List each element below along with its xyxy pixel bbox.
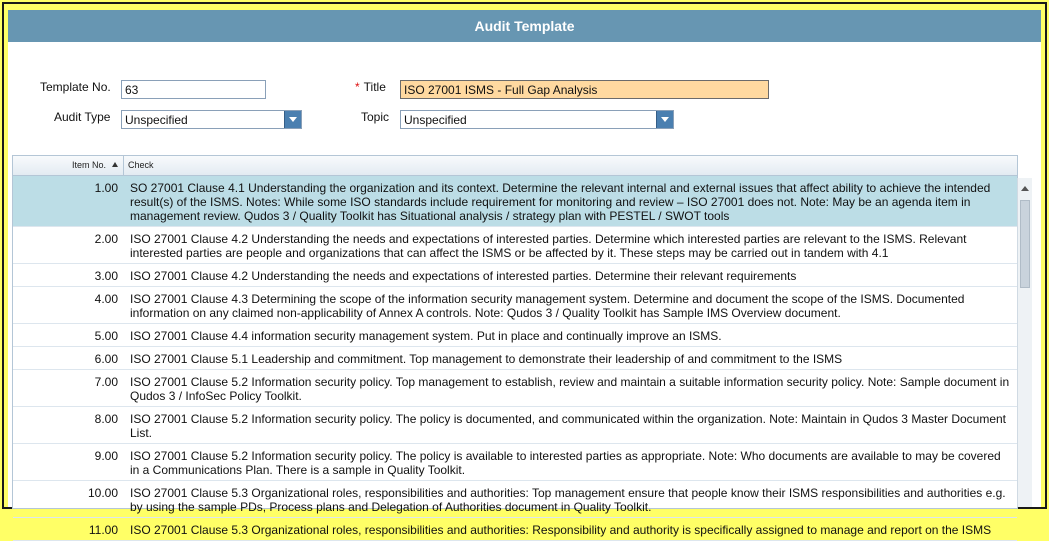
item-no-cell: 5.00 [94,329,118,343]
title-input[interactable]: ISO 27001 ISMS - Full Gap Analysis [400,80,769,99]
table-row[interactable] [13,518,1017,541]
check-cell: ISO 27001 Clause 5.2 Information security policy. The policy is available to interested parties as appropriate. Note: Who documents are available to may be covered in a Communications Plan. There is a sample in Quality Toolkit. [130,449,1001,477]
column-header-item-no[interactable] [13,156,124,175]
grid-rows [13,176,1017,541]
item-no-cell: 10.00 [87,486,118,500]
scrollbar-thumb[interactable] [1020,200,1030,288]
column-header-item-no-label: Item No. [71,160,106,170]
check-cell: ISO 27001 Clause 4.4 information security management system. Put in place and continually improve an ISMS. [130,329,722,343]
template-no-label: Template No. [40,80,111,94]
title-label-text: Title [363,80,386,94]
page-title: Audit Template [8,10,1041,42]
topic-select[interactable] [400,110,674,129]
check-cell: SO 27001 Clause 4.1 Understanding the organization and its context. Determine the relevant internal and external issues that affect ability to achieve the intended result(s) of the ISMS. Notes: While some ISO standards include requirement for monitoring and review – ISO 27001 does not. Note: May be an agenda item in management review. Qudos 3 / Quality Toolkit has Situational analysis / strategy plan with PESTEL / SWOT tools [130,181,991,223]
column-header-check[interactable]: Check [128,160,154,170]
window-frame [2,2,1047,537]
grid-header [13,156,1017,176]
item-no-cell: 9.00 [94,449,118,463]
table-row[interactable] [13,407,1017,444]
table-row[interactable] [13,324,1017,347]
table-row[interactable] [13,481,1017,518]
required-marker: * [355,80,360,94]
item-no-cell: 7.00 [94,375,118,389]
check-cell: ISO 27001 Clause 5.3 Organizational roles, responsibilities and authorities: Top management ensure that people know their ISMS responsibilities and authorities e.g. by using the sample PDs, Process plans and Delegation of Authorities document in Quality Toolkit. [130,486,1006,514]
check-cell: ISO 27001 Clause 4.2 Understanding the needs and expectations of interested parties. Determine which interested parties are relevant to the ISMS. Relevant interested parties are people and organizations that can affect the ISMS or be affected by it. These steps may be carried out in tandem with 4.1 [130,232,967,260]
item-no-cell: 1.00 [94,181,118,195]
topic-value: Unspecified [404,113,467,127]
table-row[interactable] [13,444,1017,481]
check-cell: ISO 27001 Clause 4.2 Understanding the needs and expectations of interested parties. Determine their relevant requirements [130,269,797,283]
item-no-cell: 6.00 [94,352,118,366]
table-row[interactable] [13,287,1017,324]
audit-type-value: Unspecified [125,113,188,127]
item-no-cell: 3.00 [94,269,118,283]
check-cell: ISO 27001 Clause 5.2 Information security policy. Top management to establish, review and maintain a suitable information security policy. Note: Sample document in Qudos 3 / InfoSec Policy Toolkit. [130,375,1010,403]
topic-label: Topic [361,110,390,124]
scroll-up-icon[interactable] [1021,186,1029,191]
table-row[interactable] [13,176,1017,227]
vertical-scrollbar[interactable] [1017,178,1032,507]
sort-ascending-icon [112,162,118,167]
audit-template-panel [8,10,1041,537]
check-cell: ISO 27001 Clause 5.2 Information security policy. The policy is documented, and communicated within the organization. Note: Maintain in Qudos 3 Master Document List. [130,412,1007,440]
chevron-down-icon[interactable] [284,111,301,128]
chevron-down-icon[interactable] [656,111,673,128]
table-row[interactable] [13,227,1017,264]
template-no-input[interactable]: 63 [121,80,266,99]
checks-grid [12,155,1018,537]
table-row[interactable] [13,264,1017,287]
audit-type-select[interactable] [121,110,302,129]
item-no-cell: 4.00 [94,292,118,306]
item-no-cell: 8.00 [94,412,118,426]
check-cell: ISO 27001 Clause 5.3 Organizational roles, responsibilities and authorities: Responsibility and authority is specifically assigned to manage and report on the ISMS [130,523,992,537]
item-no-cell: 11.00 [88,523,118,537]
item-no-cell: 2.00 [94,232,118,246]
table-row[interactable] [13,347,1017,370]
check-cell: ISO 27001 Clause 4.3 Determining the scope of the information security management system. Determine and document the scope of the ISMS. Documented information on any claimed non-applicability of Annex A controls. Note: Qudos 3 / Quality Toolkit has Sample IMS Overview document. [130,292,965,320]
table-row[interactable] [13,370,1017,407]
check-cell: ISO 27001 Clause 5.1 Leadership and commitment. Top management to demonstrate their leadership of and commitment to the ISMS [130,352,843,366]
title-label [355,80,386,94]
audit-type-label: Audit Type [54,110,111,124]
